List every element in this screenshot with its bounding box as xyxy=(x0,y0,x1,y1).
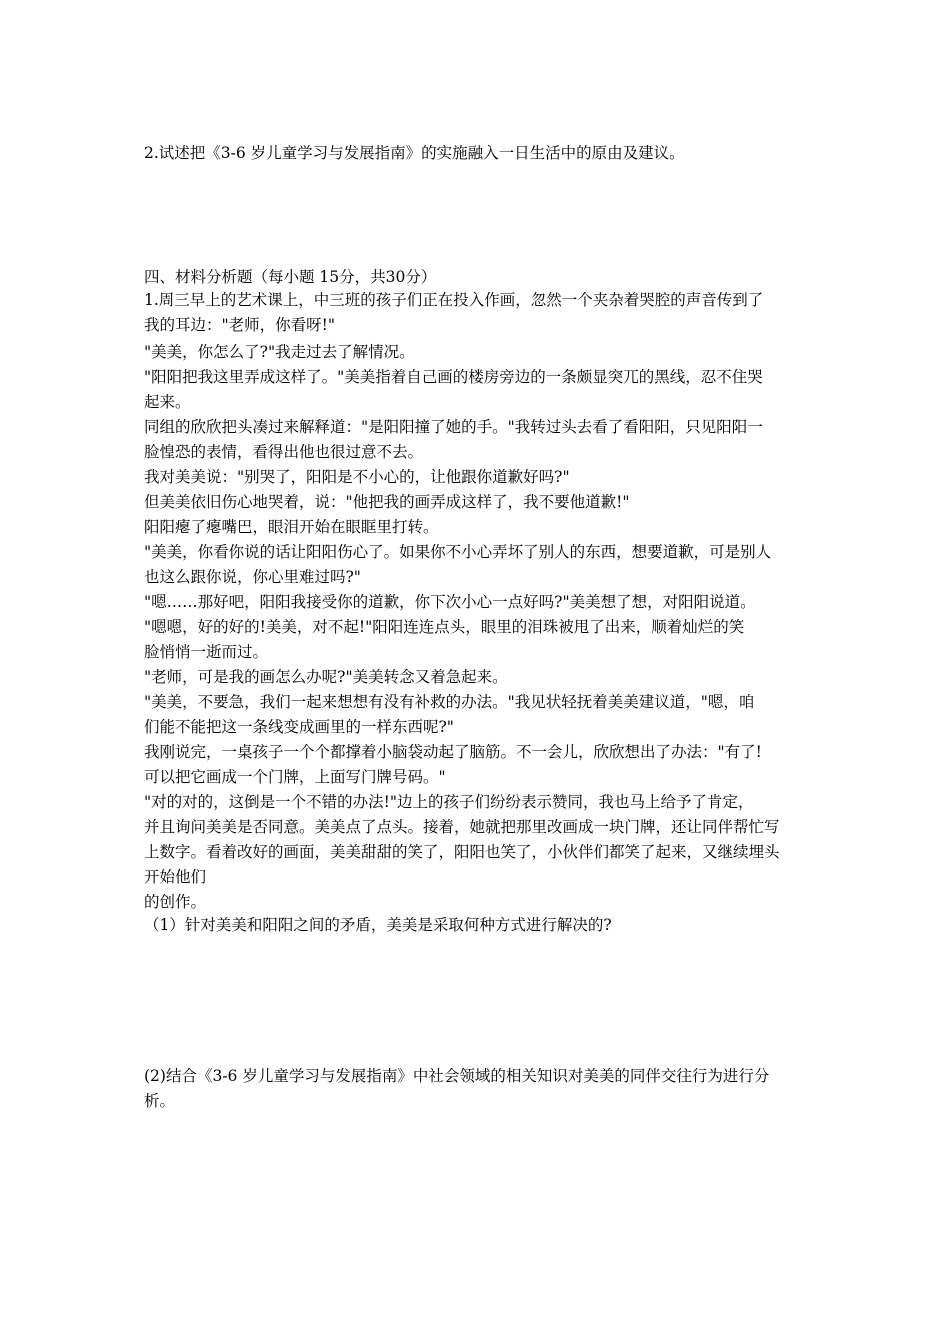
material-line: "美美，不要急，我们一起来想想有没有补救的办法。"我见状轻抚着美美建议道，"嗯，咱 xyxy=(144,693,755,711)
material-line: "老师，可是我的画怎么办呢?"美美转念又着急起来。 xyxy=(144,668,508,686)
material-line: 也这么跟你说，你心里难过吗?" xyxy=(144,568,361,586)
material-line: 脸惶恐的表情，看得出他也很过意不去。 xyxy=(144,443,424,461)
material-line: 开始他们 xyxy=(144,868,207,886)
material-line: 的创作。 xyxy=(144,893,207,911)
material-line: 我对美美说："别哭了，阳阳是不小心的，让他跟你道歉好吗?" xyxy=(144,468,570,486)
material-line: 并且询问美美是否同意。美美点了点头。接着，她就把那里改画成一块门牌，还让同伴帮忙写 xyxy=(144,818,780,836)
material-line: "美美，你怎么了?"我走过去了解情况。 xyxy=(144,343,415,361)
material-line: 我刚说完，一桌孩子一个个都撑着小脑袋动起了脑筋。不一会儿，欣欣想出了办法："有了! xyxy=(144,743,762,761)
material-line: "美美，你看你说的话让阳阳伤心了。如果你不小心弄坏了别人的东西，想要道歉，可是别人 xyxy=(144,543,772,561)
material-line: 起来。 xyxy=(144,393,191,411)
material-line: "阳阳把我这里弄成这样了。"美美指着自己画的楼房旁边的一条颇显突兀的黑线，忍不住哭 xyxy=(144,368,763,386)
material-line: "嗯……那好吧，阳阳我接受你的道歉，你下次小心一点好吗?"美美想了想，对阳阳说道。 xyxy=(144,593,756,611)
material-line: 但美美依旧伤心地哭着，说："他把我的画弄成这样了，我不要他道歉!" xyxy=(144,493,630,511)
material-line: 同组的欣欣把头凑过来解释道："是阳阳撞了她的手。"我转过头去看了看阳阳，只见阳阳一 xyxy=(144,418,763,436)
material-line: 1.周三早上的艺术课上，中三班的孩子们正在投入作画，忽然一个夹杂着哭腔的声音传到了 xyxy=(144,291,764,309)
material-line: 们能不能把这一条线变成画里的一样东西呢?" xyxy=(144,718,454,736)
sub-question-1: （1）针对美美和阳阳之间的矛盾，美美是采取何种方式进行解决的? xyxy=(144,916,612,934)
question-2: 2.试述把《3-6 岁儿童学习与发展指南》的实施融入一日生活中的原由及建议。 xyxy=(144,144,685,162)
material-line: "对的对的，这倒是一个不错的办法!"边上的孩子们纷纷表示赞同，我也马上给予了肯定， xyxy=(144,793,754,811)
material-line: 我的耳边："老师，你看呀!" xyxy=(144,316,335,334)
material-line: "嗯嗯，好的好的!美美，对不起!"阳阳连连点头，眼里的泪珠被甩了出来，顺着灿烂的笑 xyxy=(144,618,745,636)
material-line: 可以把它画成一个门牌，上面写门牌号码。" xyxy=(144,768,446,786)
sub-question-2-line: (2)结合《3-6 岁儿童学习与发展指南》中社会领域的相关知识对美美的同伴交往行为进行分 xyxy=(144,1067,770,1085)
material-line: 上数字。看着改好的画面，美美甜甜的笑了，阳阳也笑了，小伙伴们都笑了起来，又继续埋头 xyxy=(144,843,780,861)
material-line: 阳阳瘪了瘪嘴巴，眼泪开始在眼眶里打转。 xyxy=(144,518,439,536)
sub-question-2-line: 析。 xyxy=(144,1092,176,1110)
section-4-title: 四、材料分析题（每小题 15分，共30分） xyxy=(144,268,437,286)
material-line: 脸悄悄一逝而过。 xyxy=(144,643,269,661)
